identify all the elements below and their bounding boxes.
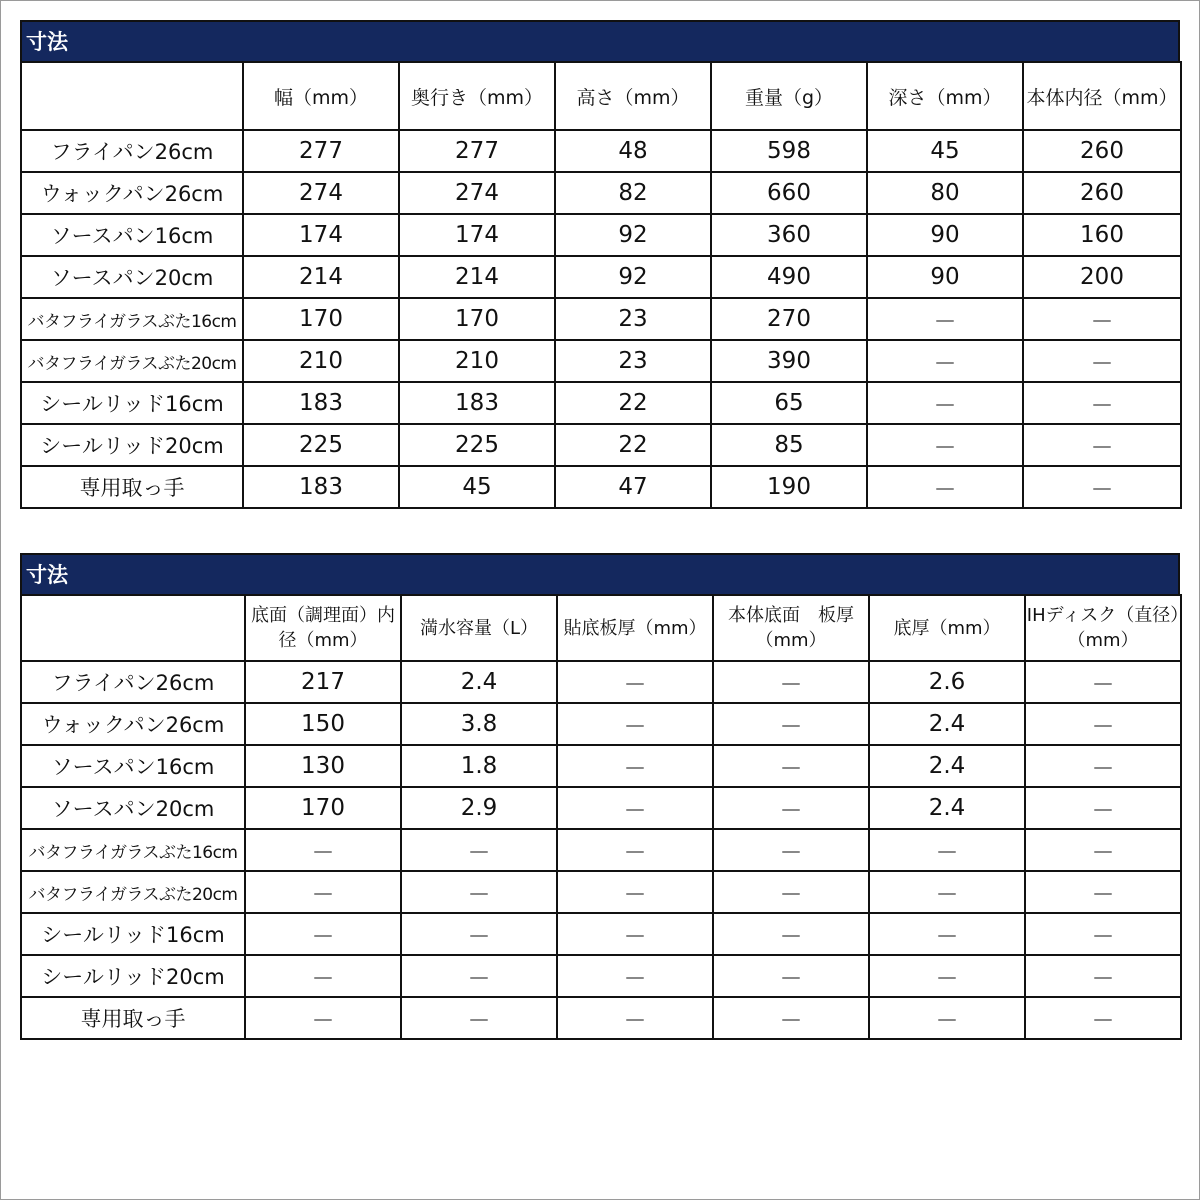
- table-row: [21, 997, 1181, 1039]
- table-cell: －: [867, 298, 1023, 340]
- section-title: 寸法: [20, 20, 1180, 61]
- table-cell: 210: [243, 340, 399, 382]
- table-cell: －: [867, 424, 1023, 466]
- table-cell: －: [1025, 787, 1181, 829]
- row-label: ウォックパン26cm: [21, 172, 243, 214]
- table-cell: －: [557, 871, 713, 913]
- column-header: 底厚（mm）: [869, 595, 1025, 661]
- row-label: シールリッド16cm: [21, 382, 243, 424]
- table-cell: 277: [243, 130, 399, 172]
- table-cell: 360: [711, 214, 867, 256]
- table-cell: 23: [555, 340, 711, 382]
- table-cell: －: [557, 913, 713, 955]
- column-header: 本体底面 板厚（mm）: [713, 595, 869, 661]
- table-cell: 200: [1023, 256, 1181, 298]
- table-cell: 183: [243, 466, 399, 508]
- table-cell: －: [557, 829, 713, 871]
- table-cell: 65: [711, 382, 867, 424]
- table-cell: －: [713, 703, 869, 745]
- table-cell: －: [867, 466, 1023, 508]
- row-label: バタフライガラスぶた16cm: [21, 829, 245, 871]
- table-cell: 2.4: [869, 703, 1025, 745]
- table-row: [21, 955, 1181, 997]
- table-cell: －: [713, 829, 869, 871]
- table-cell: 260: [1023, 130, 1181, 172]
- table-row: [21, 424, 1181, 466]
- table-row: [21, 661, 1181, 703]
- table-cell: 48: [555, 130, 711, 172]
- table-cell: 160: [1023, 214, 1181, 256]
- table-cell: －: [713, 997, 869, 1039]
- table-cell: 214: [243, 256, 399, 298]
- row-label: ウォックパン26cm: [21, 703, 245, 745]
- table-cell: 2.9: [401, 787, 557, 829]
- table-cell: －: [869, 997, 1025, 1039]
- table-cell: －: [1025, 661, 1181, 703]
- column-header: 幅（mm）: [243, 62, 399, 130]
- column-header: 本体内径（mm）: [1023, 62, 1181, 130]
- table-cell: 170: [245, 787, 401, 829]
- column-header: IHディスク（直径）（mm）: [1025, 595, 1181, 661]
- table-cell: 190: [711, 466, 867, 508]
- table-cell: 274: [399, 172, 555, 214]
- table-cell: －: [869, 913, 1025, 955]
- column-header: 奥行き（mm）: [399, 62, 555, 130]
- header-corner-cell: [21, 62, 243, 130]
- table-cell: 22: [555, 424, 711, 466]
- table-cell: －: [245, 955, 401, 997]
- table-cell: －: [401, 871, 557, 913]
- table-cell: 214: [399, 256, 555, 298]
- table-cell: 2.4: [401, 661, 557, 703]
- table-cell: －: [713, 745, 869, 787]
- column-header: 重量（g）: [711, 62, 867, 130]
- table-cell: －: [557, 955, 713, 997]
- table-cell: 150: [245, 703, 401, 745]
- table-row: [21, 298, 1181, 340]
- row-label: フライパン26cm: [21, 130, 243, 172]
- table-cell: －: [1023, 382, 1181, 424]
- row-label: 専用取っ手: [21, 997, 245, 1039]
- table-cell: 90: [867, 214, 1023, 256]
- table-cell: －: [1023, 340, 1181, 382]
- row-label: ソースパン20cm: [21, 256, 243, 298]
- table-cell: 85: [711, 424, 867, 466]
- table-row: [21, 913, 1181, 955]
- table-cell: 23: [555, 298, 711, 340]
- dimensions-table-2: [20, 594, 1182, 1040]
- table-cell: －: [1025, 955, 1181, 997]
- table-cell: 2.6: [869, 661, 1025, 703]
- table-row: [21, 466, 1181, 508]
- table-cell: 92: [555, 214, 711, 256]
- table-cell: －: [245, 913, 401, 955]
- table-cell: －: [869, 955, 1025, 997]
- table-cell: 45: [867, 130, 1023, 172]
- table-cell: －: [557, 661, 713, 703]
- table-cell: －: [869, 829, 1025, 871]
- table-cell: －: [557, 703, 713, 745]
- table-cell: 3.8: [401, 703, 557, 745]
- row-label: ソースパン20cm: [21, 787, 245, 829]
- table-cell: 490: [711, 256, 867, 298]
- table-row: [21, 172, 1181, 214]
- table-cell: －: [401, 829, 557, 871]
- table-cell: －: [867, 382, 1023, 424]
- column-header: 満水容量（L）: [401, 595, 557, 661]
- table-cell: －: [713, 661, 869, 703]
- table-cell: －: [1025, 997, 1181, 1039]
- column-header: 高さ（mm）: [555, 62, 711, 130]
- table-cell: 1.8: [401, 745, 557, 787]
- table-cell: 217: [245, 661, 401, 703]
- table-row: [21, 787, 1181, 829]
- table-cell: －: [1025, 703, 1181, 745]
- row-label: ソースパン16cm: [21, 214, 243, 256]
- table-cell: －: [1025, 829, 1181, 871]
- dimensions-section-2: [20, 553, 1180, 1040]
- table-cell: 183: [243, 382, 399, 424]
- table-cell: －: [869, 871, 1025, 913]
- table-cell: 210: [399, 340, 555, 382]
- table-cell: －: [1023, 424, 1181, 466]
- table-cell: 598: [711, 130, 867, 172]
- table-cell: 2.4: [869, 787, 1025, 829]
- column-header: 深さ（mm）: [867, 62, 1023, 130]
- table-cell: 183: [399, 382, 555, 424]
- row-label: シールリッド20cm: [21, 955, 245, 997]
- row-label: ソースパン16cm: [21, 745, 245, 787]
- table-row: [21, 745, 1181, 787]
- table-row: [21, 703, 1181, 745]
- table-cell: 90: [867, 256, 1023, 298]
- table-cell: 92: [555, 256, 711, 298]
- table-cell: －: [1023, 298, 1181, 340]
- table-cell: 225: [399, 424, 555, 466]
- table-cell: 277: [399, 130, 555, 172]
- table-cell: －: [401, 913, 557, 955]
- table-row: [21, 214, 1181, 256]
- table-cell: 2.4: [869, 745, 1025, 787]
- table-cell: 130: [245, 745, 401, 787]
- column-header: 貼底板厚（mm）: [557, 595, 713, 661]
- table-row: [21, 256, 1181, 298]
- row-label: バタフライガラスぶた20cm: [21, 340, 243, 382]
- table-cell: －: [713, 871, 869, 913]
- table-cell: 45: [399, 466, 555, 508]
- table-row: [21, 382, 1181, 424]
- table-cell: 390: [711, 340, 867, 382]
- dimensions-section-1: [20, 20, 1180, 509]
- table-cell: 170: [243, 298, 399, 340]
- table-cell: －: [401, 997, 557, 1039]
- table-cell: －: [1025, 745, 1181, 787]
- table-cell: －: [557, 787, 713, 829]
- table-cell: －: [401, 955, 557, 997]
- table-cell: 274: [243, 172, 399, 214]
- table-cell: 47: [555, 466, 711, 508]
- table-cell: －: [713, 913, 869, 955]
- column-header: 底面（調理面）内径（mm）: [245, 595, 401, 661]
- row-label: バタフライガラスぶた16cm: [21, 298, 243, 340]
- table-cell: －: [713, 955, 869, 997]
- header-row: [21, 62, 1181, 130]
- row-label: バタフライガラスぶた20cm: [21, 871, 245, 913]
- table-row: [21, 829, 1181, 871]
- table-cell: 80: [867, 172, 1023, 214]
- table-cell: 82: [555, 172, 711, 214]
- table-cell: 174: [243, 214, 399, 256]
- row-label: シールリッド20cm: [21, 424, 243, 466]
- table-cell: －: [557, 997, 713, 1039]
- row-label: シールリッド16cm: [21, 913, 245, 955]
- header-row: [21, 595, 1181, 661]
- table-cell: －: [1025, 913, 1181, 955]
- row-label: フライパン26cm: [21, 661, 245, 703]
- table-row: [21, 871, 1181, 913]
- table-row: [21, 340, 1181, 382]
- table-cell: 22: [555, 382, 711, 424]
- table-cell: －: [245, 871, 401, 913]
- row-label: 専用取っ手: [21, 466, 243, 508]
- table-cell: －: [557, 745, 713, 787]
- table-cell: －: [867, 340, 1023, 382]
- table-cell: －: [1025, 871, 1181, 913]
- table-cell: 660: [711, 172, 867, 214]
- table-cell: 260: [1023, 172, 1181, 214]
- dimensions-table-1: [20, 61, 1182, 509]
- section-title: 寸法: [20, 553, 1180, 594]
- table-cell: －: [713, 787, 869, 829]
- table-row: [21, 130, 1181, 172]
- table-cell: －: [1023, 466, 1181, 508]
- header-corner-cell: [21, 595, 245, 661]
- table-cell: －: [245, 829, 401, 871]
- table-cell: 270: [711, 298, 867, 340]
- table-cell: 174: [399, 214, 555, 256]
- table-cell: －: [245, 997, 401, 1039]
- table-cell: 170: [399, 298, 555, 340]
- table-cell: 225: [243, 424, 399, 466]
